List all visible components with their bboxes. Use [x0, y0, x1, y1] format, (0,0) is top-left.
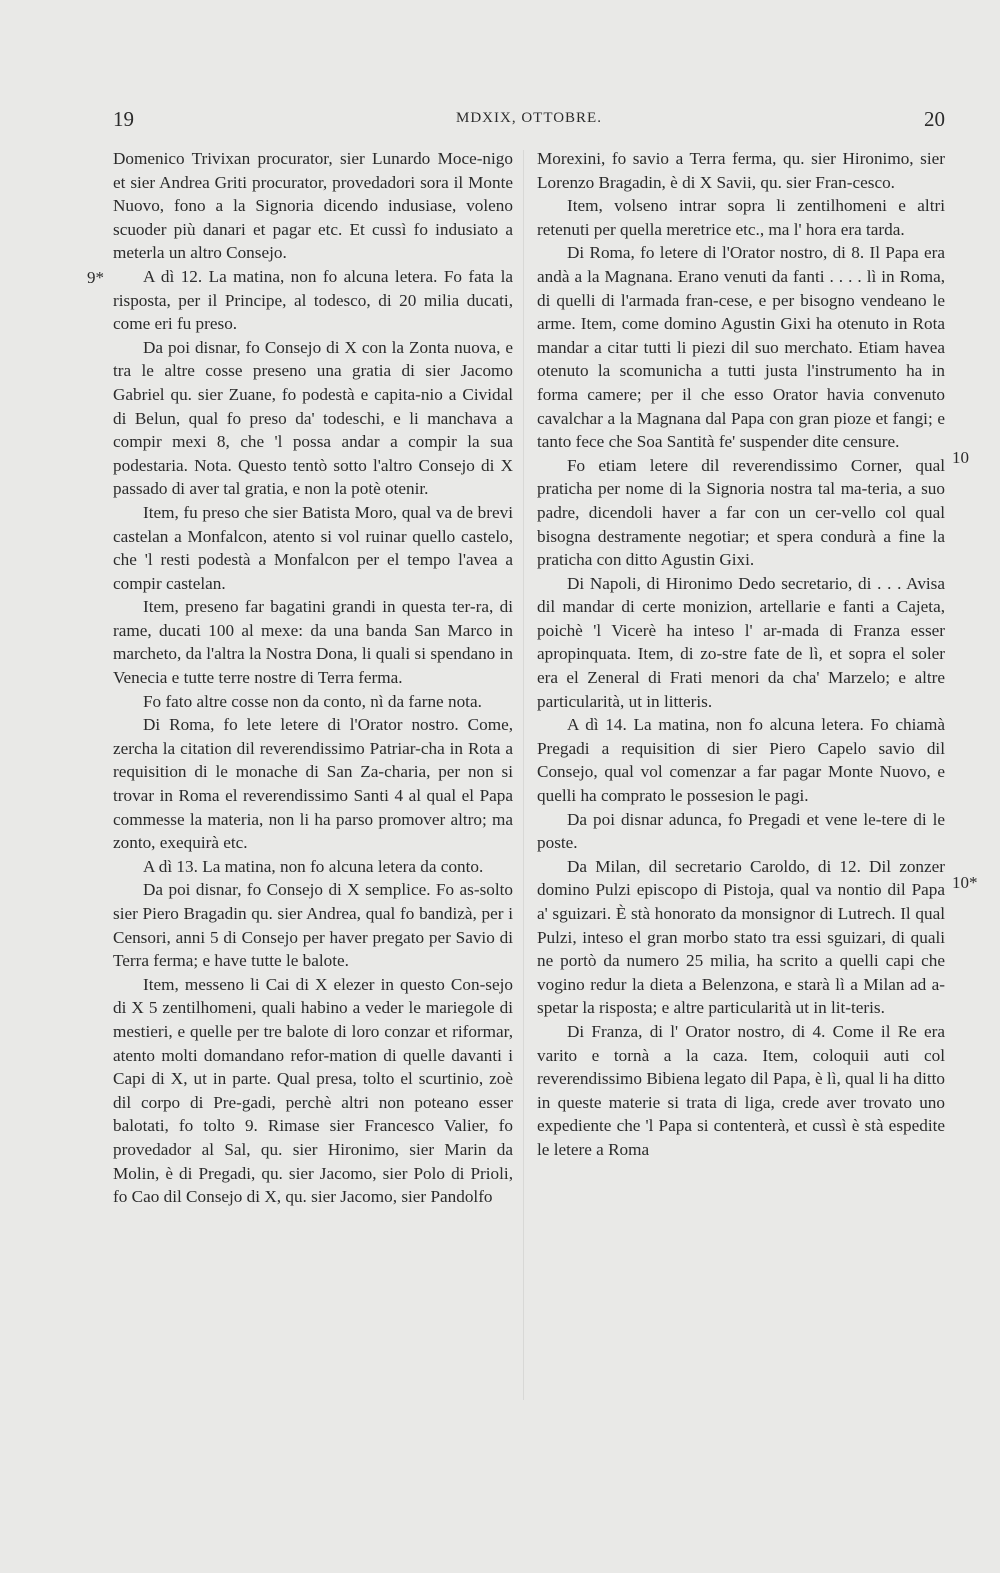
paragraph: Item, fu preso che sier Batista Moro, qual va de brevi castelan a Monfalcon, atento si vol ruinar quello castelo, che 'l resti podestà a Monfalcon per el tempo l'avea a compir castelan. [113, 502, 513, 593]
paragraph: Da Milan, dil secretario Caroldo, di 12. Dil zonzer domino Pulzi episcopo di Pistoja, qual va nontio dil Papa a' sguizari. È stà honorato da monsignor di Lutrech. Il qual Pulzi, inteso el gran morbo stato tra essi sguizari, di quali ne portò da numero 25 milia, ha scrito a quelli capi che vogino redur la dieta a Belenzona, e starà lì a Milan ad a-spetar la risposta; e altre particularità ut in lit-teris. [537, 856, 945, 1018]
paragraph: Item, messeno li Cai di X elezer in questo Con-sejo di X 5 zentilhomeni, quali habino a veder le mariegole di mestieri, e quelle per tre balote di loro conzar et riformar, atento molti domandano refor-mation di quelle davanti i Capi di X, ut in parte. Qual presa, tolto el scurtinio, zoè dil corpo di Pre-gadi, perchè altri non poteano esser balotati, fo tolto 9. Rimase sier Francesco Valier, fo provedador al Sal, qu. sier Hironimo, sier Marin da Molin, è di Pregadi, qu. sier Jacomo, sier Polo di Prioli, fo Cao dil Consejo di X, qu. sier Jacomo, sier Pandolfo [113, 974, 513, 1207]
margin-number-10: 10 [952, 448, 969, 467]
paragraph: Item, volseno intrar sopra li zentilhomeni e altri retenuti per quella meretrice etc., ma l' hora era tarda. [537, 196, 945, 239]
paragraph: Fo etiam letere dil reverendissimo Corner, qual praticha per nome di la Signoria nostra tal ma-teria, a suo padre, dicendoli haver a far con un cer-vello col qual bisogna destramente negotiar; et spera condurà a fine la praticha con ditto Agustin Gixi. [537, 455, 945, 570]
paragraph: A dì 12. La matina, non fo alcuna letera. Fo fata la risposta, per il Principe, al todesco, di 20 milia ducati, come eri fu preso. [113, 266, 513, 334]
page-number-right: 20 [924, 107, 945, 131]
paragraph: Da poi disnar adunca, fo Pregadi et vene le-tere di le poste. [537, 809, 945, 853]
page-number-left: 19 [113, 107, 134, 131]
paragraph: Di Napoli, di Hironimo Dedo secretario, di . . . Avisa dil mandar di certe monizion, artellarie e fanti a Cajeta, poichè 'l Vicerè ha inteso l' ar-mada di Franza esser apropinquata. Item, di zo-stre fate de lì, et sopra el soler era el Zeneral di Frati menori da cha' Marzelo; e altre particularità, ut in litteris. [537, 573, 945, 711]
paragraph: Di Franza, di l' Orator nostro, di 4. Come il Re era varito e tornà a la caza. Item, coloquii auti col reverendissimo Bibiena legato dil Papa, è lì, qual li ha ditto in queste materie si trata di liga, crede aver trovato uno expediente che 'l Papa si contenterà, et cussì è stà espedite le letere a Roma [537, 1021, 945, 1159]
right-column [537, 147, 945, 1162]
paragraph: Morexini, fo savio a Terra ferma, qu. sier Hironimo, sier Lorenzo Bragadin, è di X Savii, qu. sier Fran-cesco. [537, 149, 945, 192]
paragraph: Da poi disnar, fo Consejo di X semplice. Fo as-solto sier Piero Bragadin qu. sier Andrea, qual fo bandizà, per i Censori, anni 5 di Consejo per haver pregato per Savio di Terra ferma; e have tutte le balote. [113, 880, 513, 971]
column-divider [523, 150, 524, 1400]
paragraph: Da poi disnar, fo Consejo di X con la Zonta nuova, e tra le altre cosse preseno una gratia di sier Jacomo Gabriel qu. sier Zuane, fo podestà e capita-nio a Cividal di Belun, qual fo preso da' todeschi, e li manchava a compir mexi 8, che 'l possa andar a compir la sua podestaria. Nota. Questo tentò sotto l'altro Consejo di X passado di aver tal gratia, e non la potè otenir. [113, 337, 513, 499]
paragraph: Di Roma, fo letere di l'Orator nostro, di 8. Il Papa era andà a la Magnana. Erano venuti da fanti . . . . lì in Roma, di quelli di l'armada fran-cese, e per bisogno vendeano le arme. Item, come domino Agustin Gixi ha otenuto in Rota mandar a citar tutti li piezi dil suo merchato. Etiam havea otenuto la scomunicha a tutti justa l'instrumento ha in forma camere; per il che esso Orator havia convenuto cavalchar a la Magnana dal Papa con gran pioze et fangi; e tanto fece che Soa Santità fe' suspender dite censure. [537, 243, 945, 452]
margin-number-10b: 10* [952, 873, 978, 892]
left-column [113, 147, 513, 1209]
paragraph: Domenico Trivixan procurator, sier Lunardo Moce-nigo et sier Andrea Griti procurator, provedadori sora il Monte Nuovo, fono a la Signoria dicendo indusiase, voleno scuoder più danari et pagar etc. Et cussì fo indusiato a meterla un altro Consejo. [113, 149, 513, 263]
paragraph: A dì 14. La matina, non fo alcuna letera. Fo chiamà Pregadi a requisition di sier Piero Capelo savio dil Consejo, qual vol comenzar a far pagar Monte Nuovo, e quelli ha comprato le possesion le pagi. [537, 715, 945, 806]
margin-number-9: 9* [87, 268, 104, 287]
paragraph: A dì 13. La matina, non fo alcuna letera da conto. [143, 856, 484, 876]
page-header [113, 107, 945, 137]
running-title: MDXIX, OTTOBRE. [456, 110, 602, 126]
paragraph: Di Roma, fo lete letere di l'Orator nostro. Come, zercha la citation dil reverendissimo Patriar-cha in Rota a requisition di le monache di San Za-charia, per non si trovar in Roma el reverendissimo Santi 4 al qual el Papa commesse la materia, non li ha parso promover altro; ma zonto, exequirà etc. [113, 715, 513, 853]
paragraph: Item, preseno far bagatini grandi in questa ter-ra, di rame, ducati 100 al mexe: da una banda San Marco in marcheto, da l'altra la Nostra Dona, li quali si spendano in Venecia e tutte terre nostre di Terra ferma. [113, 597, 513, 688]
paragraph: Fo fato altre cosse non da conto, nì da farne nota. [143, 691, 482, 711]
